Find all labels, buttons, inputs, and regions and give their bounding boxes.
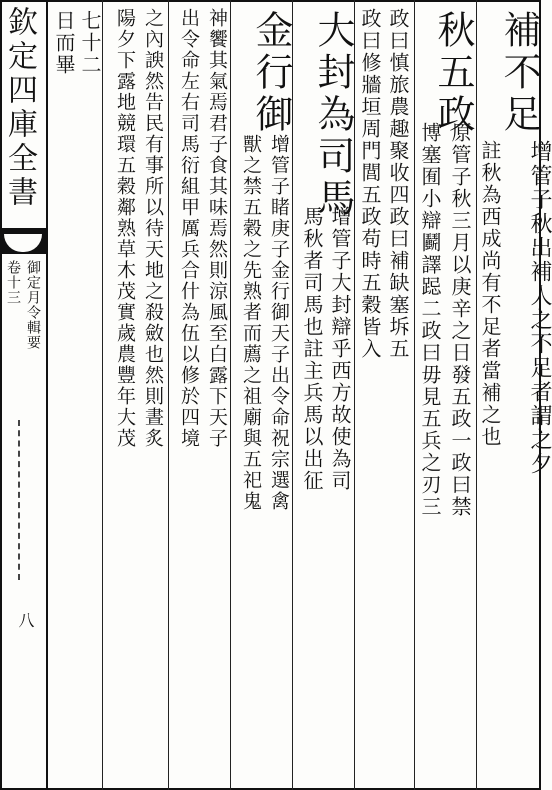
- entry-note-5b: 獸之禁五穀之先熟者而薦之祖廟與五祀鬼: [240, 134, 262, 512]
- entry-title-1: 補不足: [497, 10, 541, 136]
- volume-label: 卷十三: [5, 260, 21, 305]
- entry-title-5: 金行御: [249, 10, 293, 136]
- library-title: 欽定四庫全書: [2, 6, 37, 210]
- entry-title-4: 大封為司馬: [311, 10, 355, 220]
- column-rule: [168, 0, 169, 790]
- entry-note-5a: 增管子睹庚子金行御天子出令命祝宗選禽: [268, 134, 290, 512]
- page-number: 八: [16, 612, 35, 628]
- entry-note-8b: 日而畢: [52, 10, 76, 76]
- entry-note-8a: 七十二: [78, 10, 102, 76]
- book-title: 御定月令輯要: [25, 260, 41, 350]
- column-rule: [102, 0, 103, 790]
- entry-note-6a: 神饗其氣焉君子食其味焉然則涼風至白露下天子: [206, 8, 228, 449]
- entry-note-2a: 博塞囿小辯鬬譯跽二政曰毋見五兵之刃三: [418, 122, 442, 518]
- entry-note-1: 註秋為西成尚有不足者當補之也: [478, 140, 502, 448]
- column-rule: [230, 0, 231, 790]
- column-rule: [414, 0, 415, 790]
- entry-note-2b: 原管子秋三月以庚辛之日發五政一政曰禁: [448, 122, 472, 518]
- entry-note-7a: 之內諛然告民有事所以待天地之殺斂也然則晝炙: [142, 8, 164, 449]
- entry-note-6b: 出令命左右司馬衍組甲厲兵合什為伍以修於四境: [178, 8, 200, 449]
- entry-note-3b: 政曰修牆垣周門閭五政苟時五穀皆入: [358, 8, 382, 360]
- entry-note-4b: 馬秋者司馬也註主兵馬以出征: [300, 206, 324, 492]
- entry-title-2: 秋五政: [431, 10, 475, 136]
- entry-note-4a: 增管子大封辯乎西方故使為司: [328, 206, 352, 492]
- margin-strip: [0, 0, 48, 790]
- entry-note-7b: 陽夕下露地競環五穀鄰熟草木茂實歲農豐年大茂: [114, 8, 136, 449]
- margin-dash-line: [18, 420, 20, 580]
- fishtail-ornament: [0, 228, 46, 254]
- entry-note-3a: 政曰慎旅農趣聚收四政曰補缺塞坼五: [386, 8, 410, 360]
- entry-text-1: 增管子秋出補人之不足者謂之夕: [527, 140, 552, 476]
